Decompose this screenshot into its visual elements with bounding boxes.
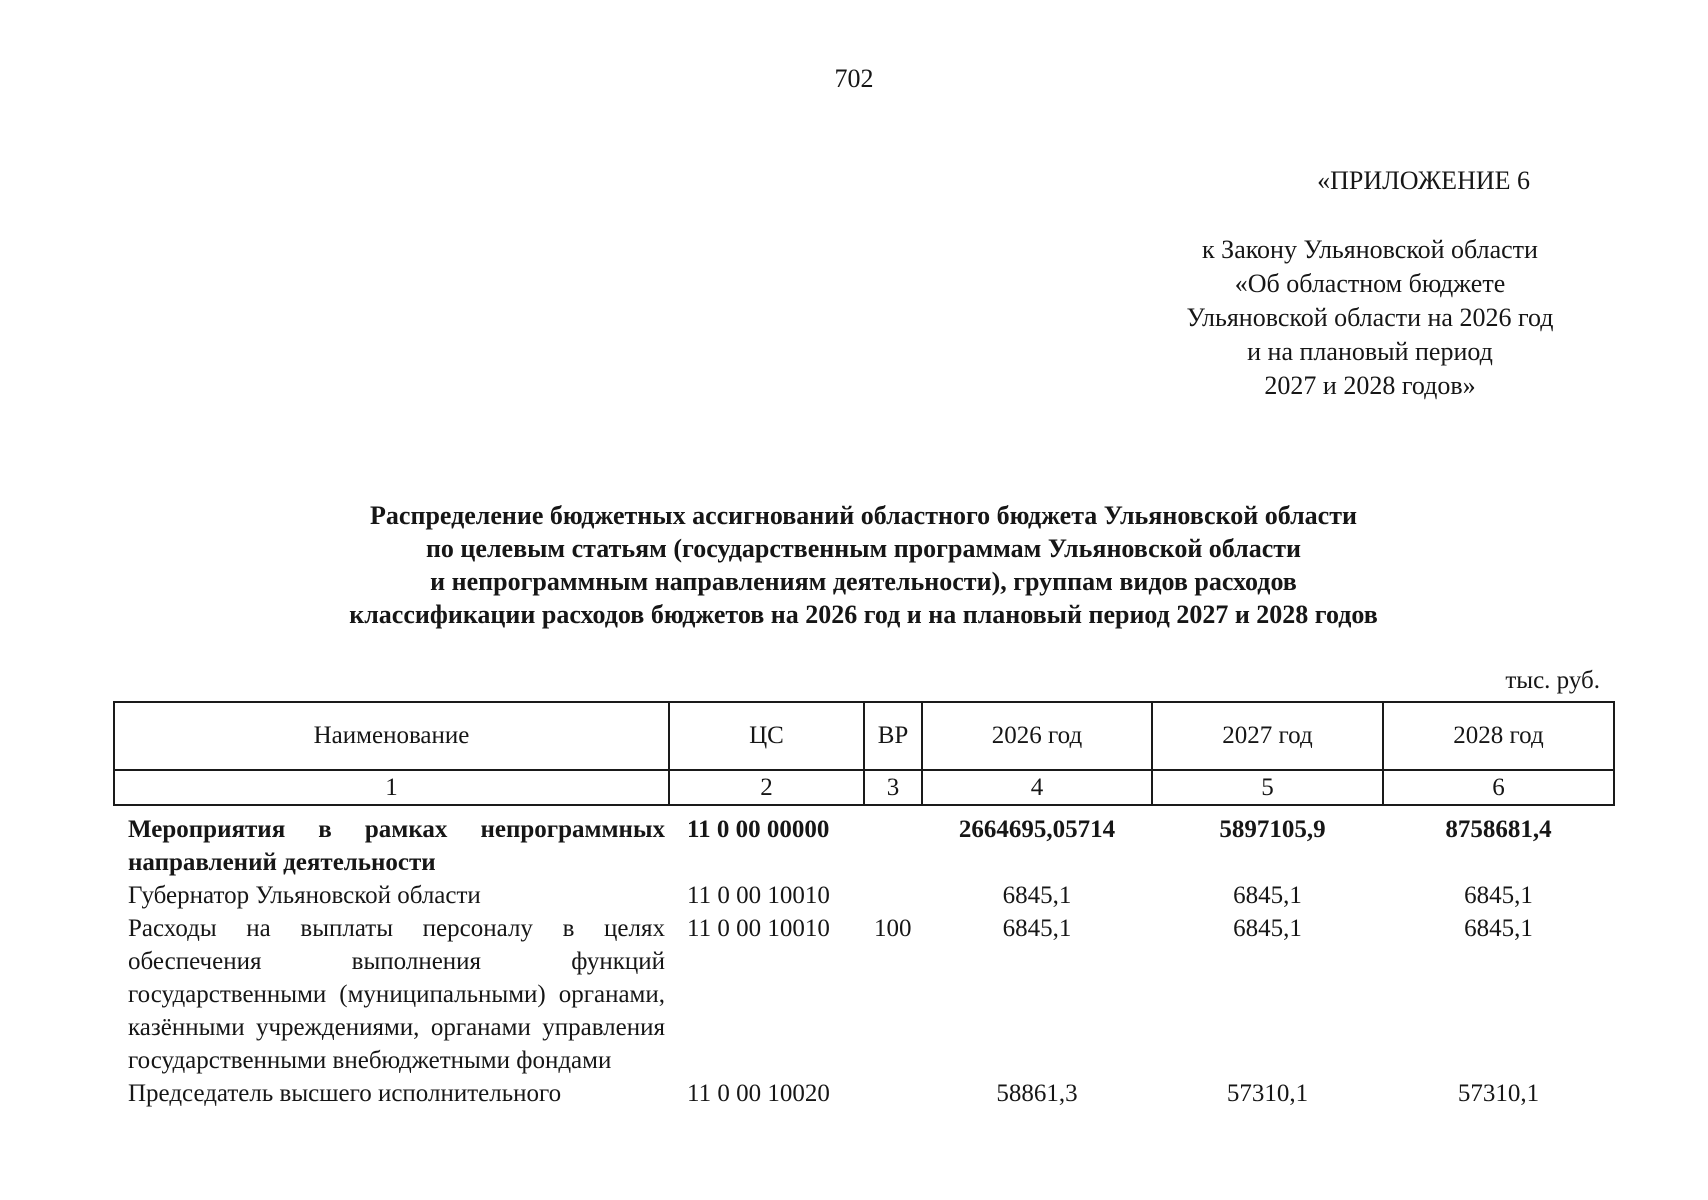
row-cs: 11 0 00 10020 (687, 1080, 830, 1107)
row-vr (864, 1077, 922, 1110)
row-2027: 6845,1 (1233, 915, 1302, 942)
header-name: Наименование (114, 702, 669, 770)
row-2026: 6845,1 (1002, 882, 1072, 909)
row-2028: 6845,1 (1464, 915, 1533, 942)
row-name: Расходы на выплаты персоналу в целях обеспечения выполнения функций государственными (муниципальными) органами, казёнными учреждениями, органами управления государственными внебюджетными фондами (128, 915, 665, 1074)
row-name: Мероприятия в рамках непрограммных направлений деятельности (128, 816, 665, 876)
heading-line: классификации расходов бюджетов на 2026 год и на плановый период 2027 и 2028 годов (349, 600, 1378, 629)
table-header-row (114, 702, 1614, 770)
appendix-ref-line: и на плановый период (1247, 337, 1493, 366)
budget-table (113, 701, 1615, 1110)
column-number-row (114, 770, 1614, 805)
heading-line: по целевым статьям (государственным программам Ульяновской области (425, 534, 1302, 563)
header-2028: 2028 год (1383, 702, 1614, 770)
column-number: 2 (669, 770, 864, 805)
table-row (114, 805, 1614, 879)
row-cs: 11 0 00 10010 (687, 882, 830, 909)
page-number: 702 (834, 64, 874, 93)
header-cs: ЦС (669, 702, 864, 770)
row-2028: 8758681,4 (1445, 816, 1552, 843)
header-2027: 2027 год (1152, 702, 1383, 770)
column-number: 5 (1152, 770, 1383, 805)
table-row (114, 912, 1614, 1077)
heading-line: и непрограммным направлениям деятельности), группам видов расходов (430, 567, 1297, 596)
column-number: 6 (1383, 770, 1614, 805)
column-number: 1 (114, 770, 669, 805)
row-2027: 5897105,9 (1219, 816, 1326, 843)
row-2027: 57310,1 (1226, 1080, 1309, 1107)
row-cs: 11 0 00 00000 (687, 816, 830, 843)
appendix-ref-line: 2027 и 2028 годов» (1264, 371, 1476, 400)
appendix-title: «ПРИЛОЖЕНИЕ 6 (1317, 166, 1530, 195)
appendix-reference (1150, 233, 1590, 403)
row-name: Председатель высшего исполнительного (128, 1080, 562, 1107)
appendix-ref-line: Ульяновской области на 2026 год (1186, 303, 1554, 332)
appendix-ref-line: к Закону Ульяновской области (1202, 235, 1538, 264)
table-row (114, 879, 1614, 912)
row-vr (864, 805, 922, 879)
row-2026: 6845,1 (1002, 915, 1072, 942)
column-number: 3 (864, 770, 922, 805)
row-cs: 11 0 00 10010 (687, 915, 830, 942)
header-vr: ВР (864, 702, 922, 770)
heading-line: Распределение бюджетных ассигнований областного бюджета Ульяновской области (370, 501, 1357, 530)
row-2026: 58861,3 (996, 1080, 1078, 1107)
header-2026: 2026 год (922, 702, 1152, 770)
row-2028: 6845,1 (1464, 882, 1533, 909)
column-number: 4 (922, 770, 1152, 805)
row-2027: 6845,1 (1233, 882, 1302, 909)
table-row (114, 1077, 1614, 1110)
row-2028: 57310,1 (1457, 1080, 1540, 1107)
appendix-ref-line: «Об областном бюджете (1234, 269, 1506, 298)
units-label: тыс. руб. (1505, 667, 1600, 694)
row-vr: 100 (874, 915, 912, 942)
row-name: Губернатор Ульяновской области (128, 882, 481, 909)
document-heading (200, 499, 1527, 631)
row-vr (864, 879, 922, 912)
row-2026: 2664695,05714 (958, 816, 1116, 843)
